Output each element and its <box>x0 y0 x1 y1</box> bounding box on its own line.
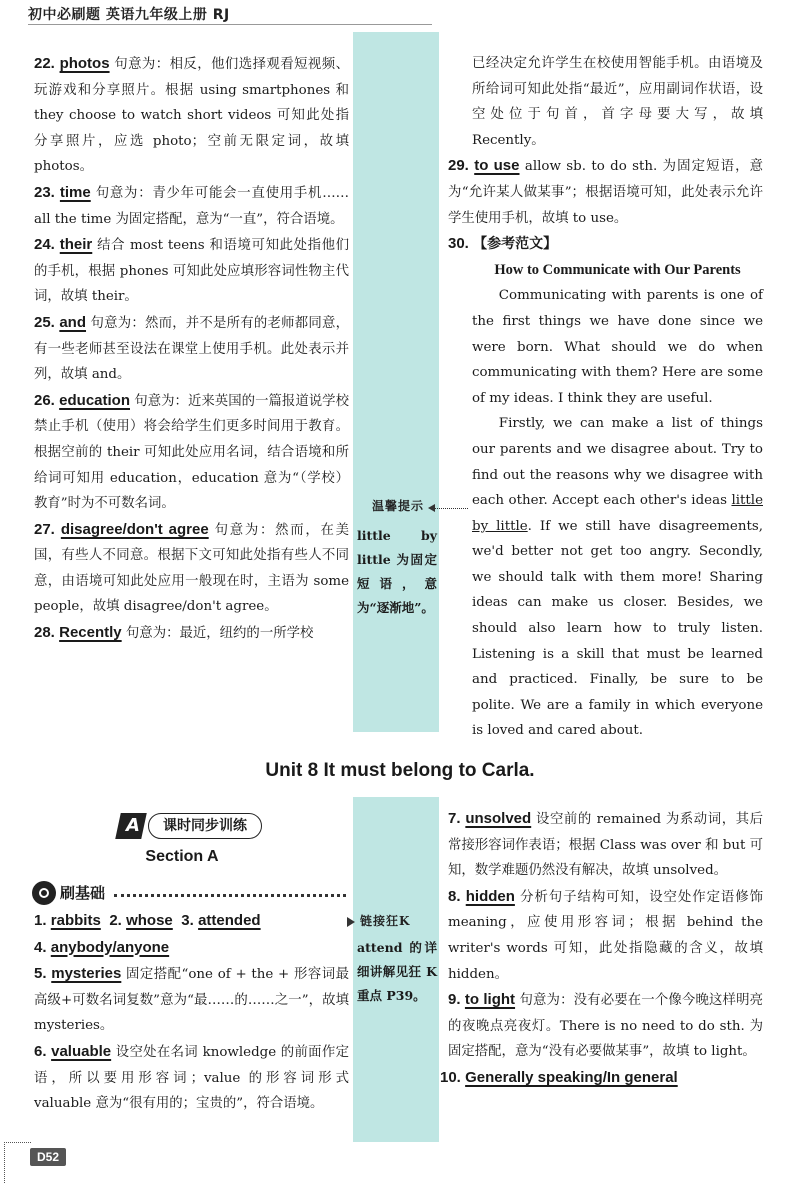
page-number: D52 <box>30 1148 66 1166</box>
answer-text: attended <box>198 912 261 929</box>
answer-item: 22. photos 句意为：相反，他们选择观看短视频、玩游戏和分享照片。根据 using smartphones 和 they choose to watch short videos 可知此处指分享照片，应选 photo；空前无限定词，故填 photos。 <box>34 55 349 175</box>
link-note-text: attend 的详细讲解见狂 K 重点 P39。 <box>357 940 437 1003</box>
answer-item: 25. and 句意为：然而，并不是所有的老师都同意，有一些老师甚至设法在课堂上使用手机。此处表示并列，故填 and。 <box>34 313 349 383</box>
badge-label: 课时同步训练 <box>148 813 262 839</box>
essay-title: How to Communicate with Our Parents <box>494 261 741 278</box>
answer-item: 23. time 句意为：青少年可能会一直使用手机…… all the time 为固定搭配，意为“一直”，符合语境。 <box>34 183 349 227</box>
dotted-rule <box>114 894 346 897</box>
answer-text: disagree/don't agree <box>60 520 209 538</box>
answer-text: valuable <box>51 1042 112 1060</box>
answer-item: 4. anybody/anyone <box>34 938 170 956</box>
badge-letter: A <box>126 815 140 836</box>
answer-item: 26. education 句意为：近来英国的一篇报道说学校禁止手机（使用）将会给学生们更多时间用于教育。根据空前的 their 可知此处应用名词，结合语境和所给词可知用 education，education 意为“（学校）教育”时为不可数名词。 <box>34 391 349 512</box>
answer-continuation: 已经决定允许学生在校使用智能手机。由语境及所给词可知此处指“最近”，应用副词作状语，设空处位于句首，首字母要大写，故填 Recently。 <box>472 56 763 148</box>
link-note-arrowhead <box>347 917 355 927</box>
answer-item: 29. to use allow sb. to do sth. 为固定短语，意为“允许某人做某事”；根据语境可知，此处表示允许学生使用手机，故填 to use。 <box>448 157 763 226</box>
answers-column-top-right <box>448 51 763 744</box>
tip-note-text: little by little 为固定短语，意为“逐渐地”。 <box>357 528 437 615</box>
running-header: 初中必刷题 英语九年级上册 RJ <box>28 7 230 23</box>
answer-text: hidden <box>465 887 515 905</box>
essay-paragraph: Firstly, we can make a list of things our parents and we disagree about. Try to find out the reasons why we disagree with each other. Accept each other's ideas little by little. If we still have disagreements, we'd better not get too angry. Secondly, we should talk with them more! Sharing ideas can make us closer. Besides, we should also learn how to truly listen. Listening is a skill that must be learned and practiced. Finally, be sure to be polite. We are a family in which everyone is loved and cared about. <box>472 416 763 739</box>
margin-note-strip-top <box>353 32 439 732</box>
answer-text: education <box>59 391 130 409</box>
answer-item: 6. valuable 设空处在名词 knowledge 的前面作定语，所以要用形容词；value 的形容词形式 valuable 意为“很有用的；宝贵的”，符合语境。 <box>34 1042 349 1112</box>
answer-text: unsolved <box>465 810 532 827</box>
answer-text: Recently <box>59 624 122 642</box>
answers-column-bottom-left <box>34 908 349 1117</box>
answer-text: and <box>59 313 87 331</box>
answer-item: 27. disagree/don't agree 句意为：然而，在美国，有些人不同意。根据下文可知此处指有些人不同意，由语境可知此处应用一般现在时，主语为 some people，故填 disagree/don't agree。 <box>34 520 349 615</box>
answer-item: 10. Generally speaking/In general <box>440 1068 678 1086</box>
answer-text: their <box>59 236 93 254</box>
practice-badge <box>32 881 348 905</box>
tip-note-arrowhead <box>428 504 435 512</box>
model-essay <box>472 283 763 744</box>
tip-note-pointer <box>433 508 468 509</box>
answer-item: 28. Recently 句意为：最近，纽约的一所学校 <box>34 624 314 642</box>
answer-text: rabbits <box>50 912 101 929</box>
answer-item: 7. unsolved 设空前的 remained 为系动词，其后常接形容词作表语；根据 Class was over 和 but 可知，数学难题仍然没有解决，故填 unsolved。 <box>448 810 763 879</box>
answer-item: 9. to light 句意为：没有必要在一个像今晚这样明亮的夜晚点亮夜灯。There is no need to do sth. 为固定搭配，意为“没有必要做某事”，故填 to light。 <box>448 991 763 1060</box>
answers-column-bottom-right <box>440 806 763 1092</box>
answers-column-top-left <box>34 51 349 647</box>
answer-text: whose <box>126 912 173 929</box>
answer-item: 5. mysteries 固定搭配“one of + the + 形容词最高级+可数名词复数”意为“最……的……之一”，故填 mysteries。 <box>34 965 349 1034</box>
section-badge <box>118 813 264 839</box>
link-note-title: 链接狂K <box>360 914 411 928</box>
essay-paragraph: Communicating with parents is one of the first things we have done since we were born. What should we do when communicating with them? Here are some of my ideas. I think they are useful. <box>472 288 763 406</box>
answer-text: to use <box>474 157 520 175</box>
section-title: Section A <box>145 848 219 865</box>
essay-label: 30. 【参考范文】 <box>448 235 558 253</box>
highlighted-phrase: little by little <box>472 493 763 534</box>
answer-text: to light <box>464 991 516 1009</box>
answer-row: 1. rabbits 2. whose 3. attended <box>34 912 261 929</box>
answer-text: anybody/anyone <box>50 938 170 956</box>
header-divider <box>28 24 432 25</box>
answer-text: Generally speaking/In general <box>465 1068 678 1086</box>
brush-icon-detail <box>39 888 49 898</box>
unit-title: Unit 8 It must belong to Carla. <box>265 760 535 781</box>
tip-note-title: 温馨提示 <box>372 499 425 513</box>
answer-item: 8. hidden 分析句子结构可知，设空处作定语修饰 meaning，应使用形容词；根据 behind the writer's words 可知，此处指隐藏的含义，故填 hidden。 <box>448 887 763 982</box>
answer-text: time <box>59 183 91 201</box>
practice-badge-label: 刷基础 <box>60 884 106 902</box>
corner-dotted-frame <box>4 1142 31 1183</box>
answer-text: photos <box>59 55 110 72</box>
answer-text: mysteries <box>51 965 122 983</box>
answer-item: 24. their 结合 most teens 和语境可知此处指他们的手机，根据 phones 可知此处应填形容词性物主代词，故填 their。 <box>34 236 350 305</box>
